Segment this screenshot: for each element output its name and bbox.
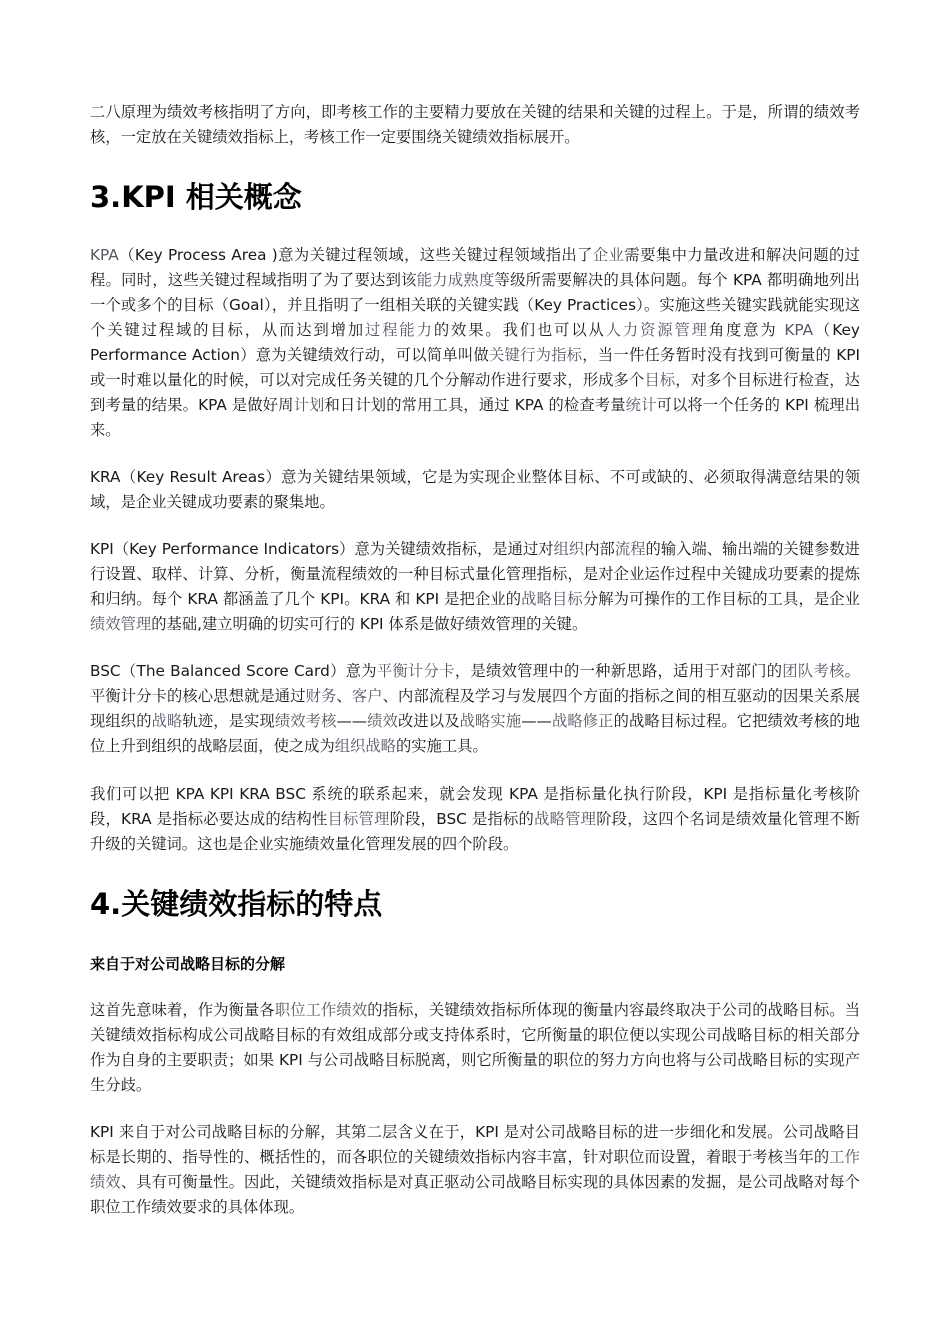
subheading-strategy-decomposition: 来自于对公司战略目标的分解 (90, 955, 286, 973)
text-run: ，对多个目标进行检查，达到考量的结果。KPA 是做好周 (90, 371, 860, 414)
text-run: 的战略目标过程。它把绩效考核的地位上升到组织的战略层面，使之成为 (90, 712, 860, 755)
bsc-paragraph (90, 659, 860, 759)
intro-paragraph: 二八原理为绩效考核指明了方向，即考核工作的主要精力要放在关键的结果和关键的过程上。于是，所谓的绩效考核，一定放在关键绩效指标上，考核工作一定要围绕关键绩效指标展开。 (90, 103, 860, 146)
wiki-link[interactable]: 战略目标 (521, 590, 583, 608)
text-run: KPI（Key Performance Indicators）意为关键绩效指标，是通过对 (90, 540, 554, 558)
wiki-link[interactable]: 绩效管理 (90, 615, 152, 633)
wiki-link[interactable]: 团队考核 (782, 662, 845, 680)
wiki-link[interactable]: 战略 (151, 712, 183, 730)
text-run: KRA（Key Result Areas）意为关键结果领域，它是为实现企业整体目标、不可或缺的、必须取得满意结果的领域，是企业关键成功要素的聚集地。 (90, 468, 860, 511)
text-run: 内部 (584, 540, 615, 558)
wiki-link[interactable]: 目标管理 (327, 810, 390, 828)
kra-paragraph (90, 465, 860, 515)
wiki-link[interactable]: 战略修正 (551, 712, 614, 730)
wiki-link[interactable]: 工作绩效 (90, 1148, 860, 1191)
wiki-link[interactable]: 目标 (644, 371, 676, 389)
text-run: 我们可以把 KPA KPI KRA BSC 系统的联系起来，就会发现 KPA 是指标量化执行阶段，KPI 是指标量化考核阶段，KRA 是指标必要达成的结构性 (90, 785, 860, 828)
wiki-link[interactable]: KPA (90, 246, 119, 264)
wiki-link[interactable]: 绩效考核 (274, 712, 337, 730)
wiki-link[interactable]: 绩效 (367, 712, 398, 730)
wiki-link[interactable]: 平衡计分卡 (376, 662, 455, 680)
section-heading-kpi-concepts: 3.KPI 相关概念 (90, 180, 302, 214)
strategy-paragraph-1 (90, 998, 860, 1098)
strategy-paragraph-2 (90, 1120, 860, 1220)
wiki-link[interactable]: 财务 (305, 687, 337, 705)
text-run: 分解为可操作的工作目标的工具，是企业 (582, 590, 860, 608)
text-run: 的输入端、输出端的关键参数进行设置、取样、计算、分析，衡量流程绩效的一种目标式量化管理指标，是对企业运作过程中关键成功要素的提炼和归纳。每个 KRA 都涵盖了几个 KPI。KRA 和 KPI 是把企业的 (90, 540, 860, 608)
wiki-link[interactable]: 关键行为指标 (489, 346, 583, 364)
wiki-link[interactable]: 组织战略 (334, 737, 396, 755)
wiki-link[interactable]: 过程能力 (365, 321, 434, 339)
wiki-link[interactable]: 战略实施 (459, 712, 522, 730)
text-run: —— (336, 712, 368, 730)
text-run: ，是绩效管理中的一种新思路，适用于对部门的 (454, 662, 783, 680)
wiki-link[interactable]: KPA (784, 321, 814, 339)
text-run: 等级所需要解决的具体问题。每个 KPA 都明确地列出一个或多个的目标（Goal），并且指明了一组相关联的关键实践（Key Practices）。实施这些关键实践就能实现这个关键过程域的目标，从而达到增加 (90, 271, 860, 339)
wiki-link[interactable]: 企业 (592, 246, 625, 264)
text-run: 这首先意味着，作为衡量各 (90, 1001, 275, 1019)
text-run: ，当一件任务暂时没有找到可衡量的 KPI 或一时难以量化的时候，可以对完成任务关键的几个分解动作进行要求，形成多个 (90, 346, 860, 389)
text-run: 需要集中力量改进和解决问题的过程。同时，这些关键过程域指明了为了要达到该 (90, 246, 860, 289)
text-run: 和日计划的常用工具，通过 KPA 的检查考量 (324, 396, 626, 414)
wiki-link[interactable]: 客户 (351, 687, 383, 705)
summary-paragraph (90, 782, 860, 857)
text-run: 。平衡计分卡的核心思想就是通过 (90, 662, 860, 705)
wiki-link[interactable]: 战略管理 (534, 810, 597, 828)
text-run: 轨迹，是实现 (182, 712, 275, 730)
wiki-link[interactable]: 组织 (553, 540, 585, 558)
wiki-link[interactable]: 能力成熟度 (416, 271, 495, 289)
wiki-link[interactable]: 统计 (625, 396, 657, 414)
text-run: 的效果。我们也可以从 (433, 321, 606, 339)
text-run: 、具有可衡量性。因此，关键绩效指标是对真正驱动公司战略目标实现的具体因素的发掘，是公司战略对每个职位工作绩效要求的具体体现。 (90, 1173, 860, 1216)
wiki-link[interactable]: 职位工作绩效 (274, 1001, 368, 1019)
kpa-paragraph (90, 243, 860, 443)
text-run: 改进以及 (398, 712, 460, 730)
text-run: （Key Process Area )意为关键过程领域，这些关键过程领域指出了 (118, 246, 593, 264)
text-run: 阶段，这四个名词是绩效量化管理不断升级的关键词。这也是企业实施绩效量化管理发展的四个阶段。 (90, 810, 860, 853)
text-run: 角度意为 (708, 321, 785, 339)
wiki-link[interactable]: 计划 (293, 396, 325, 414)
text-run: 可以将一个任务的 KPI 梳理出来。 (90, 396, 860, 439)
section-heading-kpi-features: 4.关键绩效指标的特点 (90, 887, 383, 921)
text-run: 的基础,建立明确的切实可行的 KPI 体系是做好绩效管理的关键。 (151, 615, 588, 633)
text-run: —— (521, 712, 552, 730)
wiki-link[interactable]: 人力资源管理 (605, 321, 709, 339)
text-run: （Key Performance Action）意为关键绩效行动，可以简单叫做 (90, 321, 860, 364)
text-run: KPI 来自于对公司战略目标的分解，其第二层含义在于，KPI 是对公司战略目标的进一步细化和发展。公司战略目标是长期的、指导性的、概括性的，而各职位的关键绩效指标内容丰富，针对职位而设置，着眼于考核当年的 (90, 1123, 860, 1166)
wiki-link[interactable]: 流程 (614, 540, 646, 558)
text-run: BSC（The Balanced Score Card）意为 (90, 662, 377, 680)
text-run: 的指标，关键绩效指标所体现的衡量内容最终取决于公司的战略目标。当关键绩效指标构成公司战略目标的有效组成部分或支持体系时，它所衡量的职位便以实现公司战略目标的相关部分作为自身的主要职责；如果 KPI 与公司战略目标脱离，则它所衡量的职位的努力方向也将与公司战略目标的实现产生分歧。 (90, 1001, 860, 1094)
text-run: 、 (336, 687, 352, 705)
kpi-paragraph (90, 537, 860, 637)
text-run: 的实施工具。 (395, 737, 488, 755)
text-run: 、内部流程及学习与发展四个方面的指标之间的相互驱动的因果关系展现组织的 (90, 687, 860, 730)
text-run: 阶段，BSC 是指标的 (389, 810, 535, 828)
